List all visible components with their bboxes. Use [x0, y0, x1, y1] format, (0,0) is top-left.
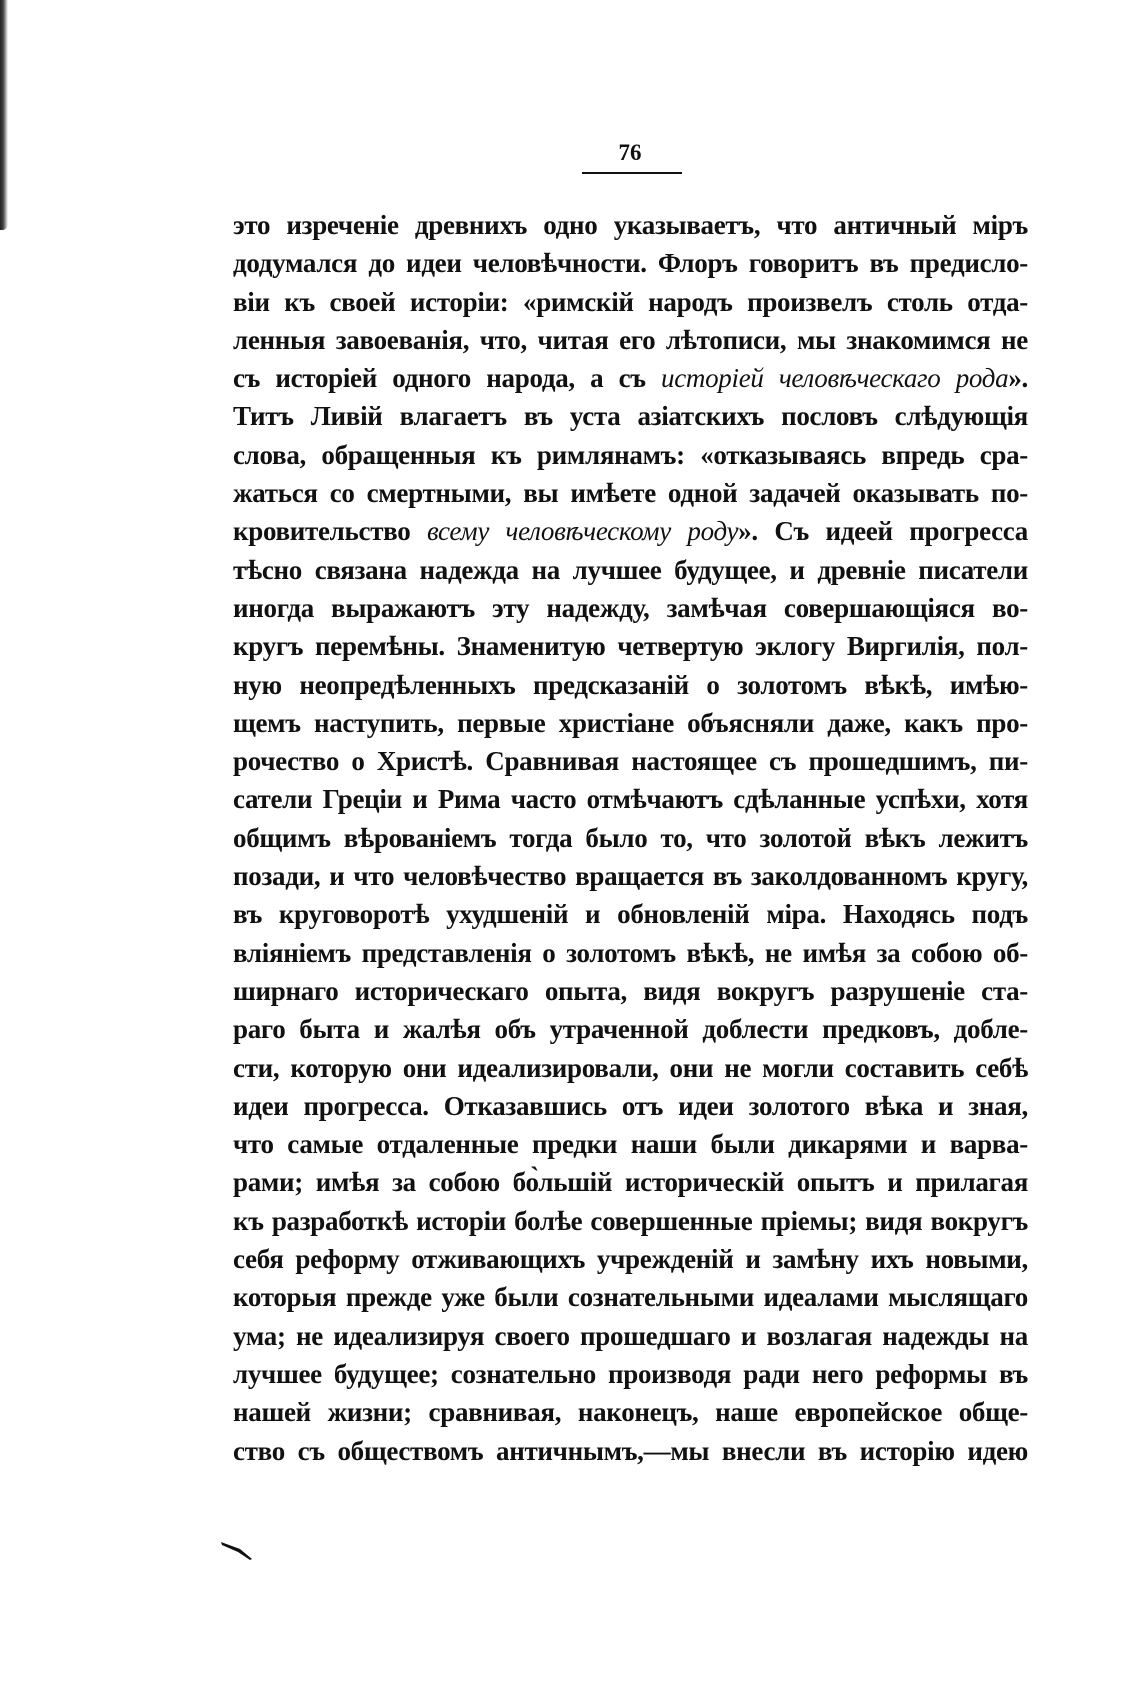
body-text [233, 206, 1028, 1470]
text-line: ную неопредѣленныхъ предсказаній о золотомъ вѣкѣ, имѣю- [233, 669, 1028, 700]
text-line: которыя прежде уже были сознательными идеалами мыслящаго [233, 1282, 1028, 1313]
text-line: рами; имѣя за собою бо̀льшій историческій опытъ и прилагая [233, 1167, 1028, 1198]
text-line: раго быта и жалѣя объ утраченной доблести предковъ, добле- [233, 1014, 1028, 1045]
text-line: ума; не идеализируя своего прошедшаго и возлагая надежды на [233, 1320, 1028, 1351]
text-line: Титъ Ливій влагаетъ въ уста азіатскихъ пословъ слѣдующія [233, 401, 1028, 432]
text-segment: съ исторіей одного народа, а съ [233, 363, 662, 394]
text-line: позади, и что человѣчество вращается въ заколдованномъ кругу, [233, 861, 1028, 892]
text-line: нашей жизни; сравнивая, наконецъ, наше европейское обще- [233, 1397, 1028, 1428]
text-line: сатели Греціи и Рима часто отмѣчаютъ сдѣланные успѣхи, хотя [233, 784, 1028, 815]
text-line: лучшее будущее; сознательно производя ради него реформы въ [233, 1358, 1028, 1389]
page-binding-edge [0, 0, 8, 230]
text-line: это изреченіе древнихъ одно указываетъ, что античный міръ [233, 210, 1028, 240]
italic-emphasis: исторіей человѣческаго рода [661, 363, 1009, 394]
text-line: въ круговоротѣ ухудшеній и обновленій міра. Находясь подъ [233, 899, 1028, 930]
text-line: жаться со смертными, вы имѣете одной задачей оказывать по- [233, 478, 1028, 509]
text-line [233, 512, 1028, 550]
text-line: идеи прогресса. Отказавшись отъ идеи золотого вѣка и зная, [233, 1090, 1028, 1121]
text-line: ширнаго историческаго опыта, видя вокругъ разрушеніе ста- [233, 975, 1028, 1006]
ink-mark [220, 1540, 254, 1562]
italic-emphasis: всему человѣческому роду [426, 516, 739, 547]
text-line: общимъ вѣрованіемъ тогда было то, что золотой вѣкъ лежитъ [233, 822, 1028, 853]
text-line: ство съ обществомъ античнымъ,—мы внесли въ исторію идею [233, 1435, 1028, 1466]
text-line: віи къ своей исторіи: «римскій народъ произвелъ столь отда- [233, 286, 1028, 317]
page-number: 76 [618, 140, 642, 165]
text-segment: ». [1008, 363, 1028, 394]
text-line: ленныя завоеванія, что, читая его лѣтописи, мы знакомимся не [233, 324, 1028, 355]
text-line: тѣсно связана надежда на лучшее будущее, и древніе писатели [233, 554, 1028, 585]
text-segment: ». Съ идеей прогресса [738, 516, 1029, 547]
text-line: сти, которую они идеализировали, они не могли составить себѣ [233, 1052, 1028, 1083]
text-line: къ разработкѣ исторіи болѣе совершенные пріемы; видя вокругъ [233, 1205, 1028, 1236]
text-segment: кровительство [233, 516, 427, 547]
text-line: себя реформу отживающихъ учрежденій и замѣну ихъ новыми, [233, 1244, 1028, 1275]
text-line: слова, обращенныя къ римлянамъ: «отказываясь впредь сра- [233, 439, 1028, 470]
text-line [233, 359, 1028, 397]
text-line: кругъ перемѣны. Знаменитую четвертую эклогу Виргилія, пол- [233, 631, 1028, 662]
text-line: вліяніемъ представленія о золотомъ вѣкѣ, не имѣя за собою об- [233, 937, 1028, 968]
page-number-rule [582, 172, 682, 174]
text-line: щемъ наступить, первые христіане объясняли даже, какъ про- [233, 707, 1028, 738]
text-line: додумался до идеи человѣчности. Флоръ говоритъ въ предисло- [233, 248, 1028, 279]
text-line: рочество о Христѣ. Сравнивая настоящее съ прошедшимъ, пи- [233, 746, 1028, 777]
text-line: иногда выражаютъ эту надежду, замѣчая совершающіяся во- [233, 592, 1028, 623]
text-line: что самые отдаленные предки наши были дикарями и варва- [233, 1129, 1028, 1160]
